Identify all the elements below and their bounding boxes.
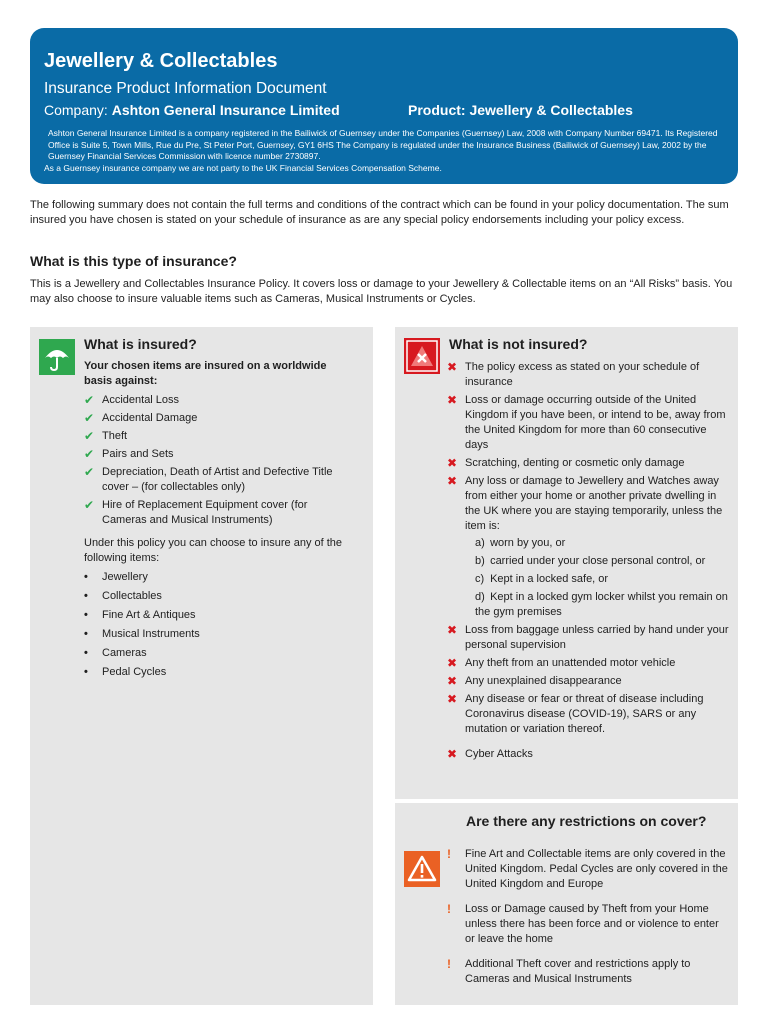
company-label: Company: [44, 102, 108, 118]
list-item: • Musical Instruments [84, 628, 200, 640]
check-icon: ✔ [84, 393, 95, 407]
bullet-icon: • [84, 590, 88, 602]
sub-list-item: a) worn by you, or [475, 537, 566, 549]
product-info [408, 100, 633, 120]
list-item: ✔ Theft [84, 429, 128, 443]
check-icon: ✔ [84, 429, 95, 443]
cross-mark-icon: ✖ [447, 474, 458, 488]
type-description: This is a Jewellery and Collectables Insurance Policy. It covers loss or damage to your Jewellery & Collectable items on an “All Risks” basis. You may also choose to insure valuable items such as Cameras, Musical Instruments or Cycles. [30, 278, 733, 305]
cross-icon [404, 338, 440, 374]
insured-list [84, 393, 354, 531]
list-item: • Cameras [84, 647, 147, 659]
list-item: ! Fine Art and Collectable items are only covered in the United Kingdom. Pedal Cycles are only covered in the United Kingdom and Europe [447, 847, 728, 890]
bullet-icon: • [84, 628, 88, 640]
bullet-icon: • [84, 571, 88, 583]
legal-paragraph-1: Ashton General Insurance Limited is a company registered in the Bailiwick of Guernsey under the Companies (Guernsey) Law, 2008 with Company Number 69471. Its Registered Office is Suite 5, Town Mills, Rue du Pre, St Peter Port, Guernsey, GY1 6HS The Company is regulated under the Insurance Business (Bailiwick of Guernsey) Law, 2002 by the Guernsey Financial Services Commission with licence number 2730897. [48, 128, 718, 161]
restrictions-panel [395, 803, 738, 1005]
not-insured-list [447, 360, 729, 765]
intro-summary: The following summary does not contain the full terms and conditions of the contract which can be found in your policy documentation. The sum insured you have chosen is stated on your schedule of insurance as are any special policy endorsements including your policy excess. [30, 199, 729, 226]
list-item: • Jewellery [84, 571, 148, 583]
optional-intro: Under this policy you can choose to insure any of the following items: [84, 537, 343, 564]
insured-heading: What is insured? [84, 336, 197, 352]
bullet-icon: • [84, 647, 88, 659]
product-name: Jewellery & Collectables [469, 102, 633, 118]
list-item: • Pedal Cycles [84, 666, 167, 678]
check-icon: ✔ [84, 498, 95, 512]
sub-list-item: b) carried under your close personal control, or [475, 555, 706, 567]
type-heading: What is this type of insurance? [30, 253, 237, 269]
check-icon: ✔ [84, 465, 95, 479]
product-label: Product: [408, 102, 466, 118]
company-name: Ashton General Insurance Limited [111, 102, 340, 118]
sub-list-item: d) Kept in a locked gym locker whilst you remain on the gym premises [475, 591, 728, 618]
insured-panel [30, 327, 373, 1005]
not-insured-heading: What is not insured? [449, 336, 588, 352]
cross-mark-icon: ✖ [447, 393, 458, 407]
list-item: ! Loss or Damage caused by Theft from your Home unless there has been force and or violence to enter or leave the home [447, 902, 719, 945]
list-item: • Collectables [84, 590, 162, 602]
list-item: ✖ The policy excess as stated on your schedule of insurance [447, 360, 700, 388]
warning-icon [404, 851, 440, 887]
cross-mark-icon: ✖ [447, 692, 458, 706]
company-product-row [44, 100, 722, 120]
insured-lead: Your chosen items are insured on a worldwide basis against: [84, 360, 327, 387]
list-item: ✔ Depreciation, Death of Artist and Defective Title cover – (for collectables only) [84, 465, 333, 493]
not-insured-panel [395, 327, 738, 799]
list-item: ✖ Any loss or damage to Jewellery and Watches away from either your home or another private dwelling in the UK where you are staying temporarily, unless the item is: a) worn by you, or b) carried under your close personal control, or c) Kept in a locked safe, or d) Kept in a locked gym locker whilst you remain on the gym premises [447, 474, 728, 618]
list-item: ✔ Pairs and Sets [84, 447, 174, 461]
list-item: ✖ Loss from baggage unless carried by hand under your personal supervision [447, 623, 729, 651]
bullet-icon: • [84, 609, 88, 621]
condition-sublist [465, 536, 729, 620]
list-item: ✔ Accidental Loss [84, 393, 180, 407]
list-item: ✔ Hire of Replacement Equipment cover (for Cameras and Musical Instruments) [84, 498, 308, 526]
cross-mark-icon: ✖ [447, 360, 458, 374]
list-item: ✖ Scratching, denting or cosmetic only damage [447, 456, 685, 470]
legal-paragraph-2: As a Guernsey insurance company we are not party to the UK Financial Services Compensation Scheme. [44, 162, 442, 173]
restrictions-list [447, 847, 729, 997]
exclamation-icon: ! [447, 902, 451, 916]
optional-items-list [84, 570, 344, 684]
sub-list-item: c) Kept in a locked safe, or [475, 573, 609, 585]
cross-mark-icon: ✖ [447, 623, 458, 637]
check-icon: ✔ [84, 447, 95, 461]
restrictions-heading: Are there any restrictions on cover? [466, 813, 707, 829]
cross-mark-icon: ✖ [447, 656, 458, 670]
list-item: • Fine Art & Antiques [84, 609, 196, 621]
list-item: ✖ Any disease or fear or threat of disease including Coronavirus disease (COVID-19), SARS or any mutation or variation thereof. [447, 692, 704, 735]
list-item: ✖ Any theft from an unattended motor vehicle [447, 656, 676, 670]
header-banner [30, 28, 738, 184]
list-item: ✖ Loss or damage occurring outside of the United Kingdom if you have been, or intend to be, away from the United Kingdom for more than 60 consecutive days [447, 393, 726, 451]
bullet-icon: • [84, 666, 88, 678]
check-icon: ✔ [84, 411, 95, 425]
list-item: ✖ Any unexplained disappearance [447, 674, 622, 688]
cross-mark-icon: ✖ [447, 747, 458, 761]
document-subtitle: Insurance Product Information Document [44, 80, 327, 97]
umbrella-icon [39, 339, 75, 375]
list-item: ✖ Cyber Attacks [447, 747, 533, 761]
document-title: Jewellery & Collectables [44, 50, 278, 72]
list-item: ! Additional Theft cover and restrictions apply to Cameras and Musical Instruments [447, 957, 691, 985]
legal-text [44, 128, 720, 174]
cross-mark-icon: ✖ [447, 674, 458, 688]
exclamation-icon: ! [447, 957, 451, 971]
list-item: ✔ Accidental Damage [84, 411, 198, 425]
cross-mark-icon: ✖ [447, 456, 458, 470]
exclamation-icon: ! [447, 847, 451, 861]
